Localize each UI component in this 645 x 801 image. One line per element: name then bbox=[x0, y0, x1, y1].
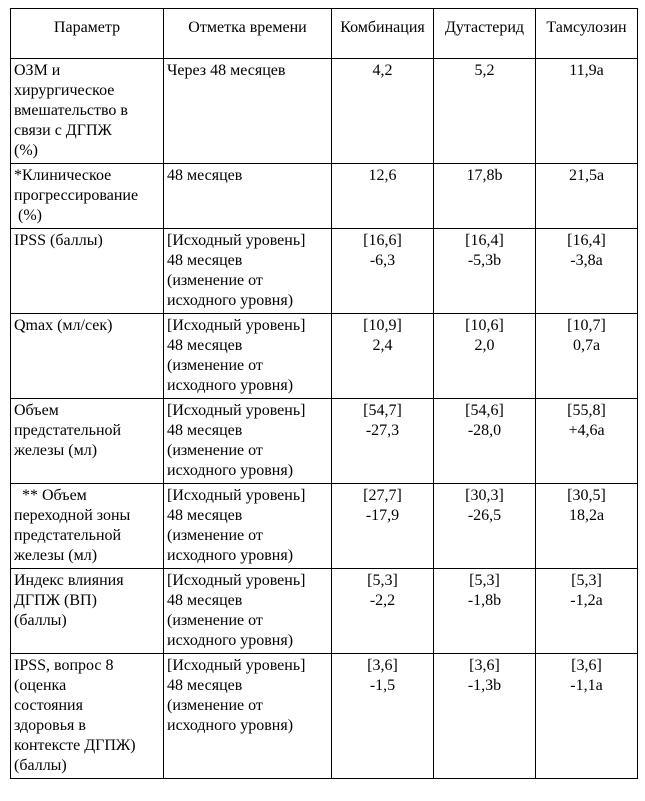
table-row bbox=[11, 569, 638, 654]
cell-line: [5,3] bbox=[367, 572, 398, 589]
cell-line: [54,7] bbox=[363, 402, 402, 419]
cell-line: вмешательство в bbox=[14, 102, 128, 119]
cell-line: (баллы) bbox=[14, 612, 67, 629]
cell-timepoint bbox=[164, 399, 332, 484]
cell-combination bbox=[332, 654, 434, 779]
cell-line: +4,6a bbox=[568, 422, 605, 439]
cell-tamsulosin bbox=[536, 654, 638, 779]
cell-tamsulosin bbox=[536, 229, 638, 314]
cell-line: [Исходный уровень] bbox=[167, 572, 306, 589]
cell-line: 48 месяцев bbox=[167, 337, 243, 354]
cell-line: 21,5a bbox=[568, 167, 605, 184]
cell-line: [5,3] bbox=[469, 572, 500, 589]
header-row bbox=[11, 9, 638, 59]
cell-parameter bbox=[11, 484, 164, 569]
cell-line: предстательной bbox=[14, 527, 122, 544]
cell-parameter bbox=[11, 59, 164, 164]
cell-timepoint bbox=[164, 314, 332, 399]
cell-line: предстательной bbox=[14, 422, 122, 439]
cell-line: 48 месяцев bbox=[167, 677, 243, 694]
cell-line: [Исходный уровень] bbox=[167, 487, 306, 504]
cell-line: [3,6] bbox=[571, 657, 602, 674]
cell-line: 48 месяцев bbox=[167, 422, 243, 439]
header-tamsulosin: Тамсулозин bbox=[536, 9, 638, 59]
cell-dutasteride bbox=[434, 484, 536, 569]
cell-line: IPSS, вопрос 8 bbox=[14, 657, 114, 674]
cell-parameter bbox=[11, 314, 164, 399]
cell-line: -28,0 bbox=[467, 422, 502, 439]
table-row bbox=[11, 314, 638, 399]
cell-parameter bbox=[11, 654, 164, 779]
cell-line: прогрессирование bbox=[14, 187, 139, 204]
table-row bbox=[11, 229, 638, 314]
cell-line: (оценка bbox=[14, 677, 67, 694]
cell-timepoint bbox=[164, 484, 332, 569]
cell-line: исходного уровня) bbox=[167, 717, 294, 734]
cell-line: [3,6] bbox=[367, 657, 398, 674]
cell-line: [5,3] bbox=[571, 572, 602, 589]
cell-line: Объем bbox=[14, 402, 59, 419]
cell-line: исходного уровня) bbox=[167, 377, 294, 394]
cell-line: контексте ДГПЖ) bbox=[14, 737, 136, 754]
header-parameter: Параметр bbox=[11, 9, 164, 59]
cell-line: 2,4 bbox=[372, 337, 393, 354]
cell-line: (%) bbox=[14, 207, 42, 224]
cell-combination bbox=[332, 314, 434, 399]
cell-line: (изменение от bbox=[167, 442, 263, 459]
cell-line: 48 месяцев bbox=[167, 592, 243, 609]
cell-line: -17,9 bbox=[365, 507, 400, 524]
table-row bbox=[11, 654, 638, 779]
cell-line: здоровья в bbox=[14, 717, 86, 734]
cell-line: [Исходный уровень] bbox=[167, 232, 306, 249]
table-row bbox=[11, 484, 638, 569]
cell-line: -3,8a bbox=[570, 252, 603, 269]
cell-line: 2,0 bbox=[474, 337, 495, 354]
cell-timepoint bbox=[164, 229, 332, 314]
cell-line: (изменение от bbox=[167, 357, 263, 374]
cell-line: ОЗМ и bbox=[14, 62, 61, 79]
cell-line: [16,4] bbox=[465, 232, 504, 249]
cell-line: 12,6 bbox=[368, 167, 397, 184]
cell-line: [16,4] bbox=[567, 232, 606, 249]
cell-line: 48 месяцев bbox=[167, 167, 243, 184]
cell-line: [27,7] bbox=[363, 487, 402, 504]
cell-line: 48 месяцев bbox=[167, 252, 243, 269]
cell-line: [10,9] bbox=[363, 317, 402, 334]
cell-tamsulosin bbox=[536, 569, 638, 654]
cell-line: Qmax (мл/сек) bbox=[14, 317, 113, 334]
cell-line: Через 48 месяцев bbox=[167, 62, 286, 79]
cell-dutasteride bbox=[434, 399, 536, 484]
cell-line: 48 месяцев bbox=[167, 507, 243, 524]
cell-line: [10,6] bbox=[465, 317, 504, 334]
cell-line: исходного уровня) bbox=[167, 547, 294, 564]
cell-dutasteride bbox=[434, 569, 536, 654]
cell-line: [30,5] bbox=[567, 487, 606, 504]
results-table bbox=[10, 8, 638, 779]
table-row bbox=[11, 164, 638, 229]
cell-line: IPSS (баллы) bbox=[14, 232, 103, 249]
cell-timepoint bbox=[164, 59, 332, 164]
cell-dutasteride bbox=[434, 314, 536, 399]
cell-line: -1,8b bbox=[467, 592, 502, 609]
cell-line: -26,5 bbox=[467, 507, 502, 524]
cell-line: [30,3] bbox=[465, 487, 504, 504]
cell-line: переходной зоны bbox=[14, 507, 131, 524]
cell-tamsulosin bbox=[536, 164, 638, 229]
cell-line: железы (мл) bbox=[14, 547, 98, 564]
cell-line: [3,6] bbox=[469, 657, 500, 674]
cell-line: хирургическое bbox=[14, 82, 115, 99]
cell-line: (изменение от bbox=[167, 527, 263, 544]
cell-tamsulosin bbox=[536, 314, 638, 399]
cell-line: ** Объем bbox=[14, 487, 87, 504]
cell-line: связи с ДГПЖ bbox=[14, 122, 112, 139]
header-timepoint: Отметка времени bbox=[164, 9, 332, 59]
cell-line: -1,2a bbox=[570, 592, 603, 609]
cell-parameter bbox=[11, 569, 164, 654]
cell-line: -27,3 bbox=[365, 422, 400, 439]
cell-parameter bbox=[11, 399, 164, 484]
cell-combination bbox=[332, 569, 434, 654]
header-dutasteride: Дутастерид bbox=[434, 9, 536, 59]
cell-line: (изменение от bbox=[167, 697, 263, 714]
cell-line: исходного уровня) bbox=[167, 292, 294, 309]
cell-line: исходного уровня) bbox=[167, 632, 294, 649]
cell-timepoint bbox=[164, 569, 332, 654]
cell-combination bbox=[332, 59, 434, 164]
cell-combination bbox=[332, 229, 434, 314]
table-row bbox=[11, 399, 638, 484]
cell-line: исходного уровня) bbox=[167, 462, 294, 479]
cell-line: 17,8b bbox=[466, 167, 503, 184]
cell-dutasteride bbox=[434, 229, 536, 314]
cell-line: (%) bbox=[14, 142, 38, 159]
cell-timepoint bbox=[164, 654, 332, 779]
cell-tamsulosin bbox=[536, 484, 638, 569]
cell-line: 18,2a bbox=[568, 507, 605, 524]
cell-line: [55,8] bbox=[567, 402, 606, 419]
cell-line: [16,6] bbox=[363, 232, 402, 249]
cell-line: (изменение от bbox=[167, 272, 263, 289]
cell-parameter bbox=[11, 229, 164, 314]
cell-line: (баллы) bbox=[14, 757, 67, 774]
cell-line: железы (мл) bbox=[14, 442, 98, 459]
cell-line: [54,6] bbox=[465, 402, 504, 419]
table-body bbox=[11, 59, 638, 779]
table-row bbox=[11, 59, 638, 164]
cell-line: [10,7] bbox=[567, 317, 606, 334]
cell-parameter bbox=[11, 164, 164, 229]
cell-combination bbox=[332, 484, 434, 569]
cell-line: -5,3b bbox=[467, 252, 502, 269]
cell-line: *Клиническое bbox=[14, 167, 112, 184]
cell-line: состояния bbox=[14, 697, 83, 714]
cell-line: (изменение от bbox=[167, 612, 263, 629]
cell-line: [Исходный уровень] bbox=[167, 402, 306, 419]
cell-line: Индекс влияния bbox=[14, 572, 124, 589]
cell-dutasteride bbox=[434, 164, 536, 229]
cell-tamsulosin bbox=[536, 59, 638, 164]
cell-line: -1,1a bbox=[570, 677, 603, 694]
cell-line: 4,2 bbox=[372, 62, 393, 79]
cell-tamsulosin bbox=[536, 399, 638, 484]
cell-line: -1,5 bbox=[369, 677, 396, 694]
cell-line: [Исходный уровень] bbox=[167, 657, 306, 674]
cell-line: -1,3b bbox=[467, 677, 502, 694]
cell-line: 11,9a bbox=[569, 62, 604, 79]
header-combination: Комбинация bbox=[332, 9, 434, 59]
cell-dutasteride bbox=[434, 654, 536, 779]
cell-combination bbox=[332, 399, 434, 484]
cell-timepoint bbox=[164, 164, 332, 229]
cell-line: ДГПЖ (ВП) bbox=[14, 592, 97, 609]
cell-line: 5,2 bbox=[474, 62, 495, 79]
cell-line: -2,2 bbox=[369, 592, 396, 609]
cell-line: -6,3 bbox=[369, 252, 396, 269]
cell-dutasteride bbox=[434, 59, 536, 164]
cell-combination bbox=[332, 164, 434, 229]
cell-line: 0,7a bbox=[572, 337, 601, 354]
cell-line: [Исходный уровень] bbox=[167, 317, 306, 334]
